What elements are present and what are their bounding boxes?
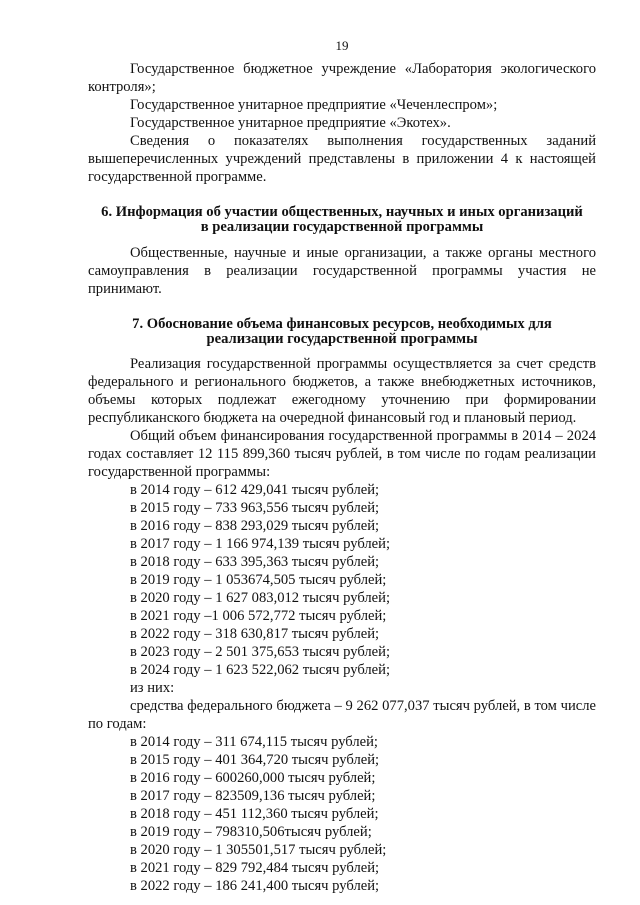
section-7-paragraph-2: Общий объем финансирования государственной программы в 2014 – 2024 годах составляет 12 115 899,360 тысяч рублей, в том числе по годам реализации государственной программы: xyxy=(88,428,596,480)
intro-paragraph-3: Государственное унитарное предприятие «Экотех». xyxy=(130,115,451,131)
list-item: в 2014 году – 612 429,041 тысяч рублей; xyxy=(130,482,380,498)
federal-by-year-list xyxy=(88,733,596,895)
list-item: в 2019 году – 798310,506тысяч рублей; xyxy=(130,824,372,840)
list-item: в 2020 году – 1 305501,517 тысяч рублей; xyxy=(130,842,387,858)
section-7-paragraph-1: Реализация государственной программы осуществляется за счет средств федерального и регионального бюджетов, а также внебюджетных источников, объемы которых подлежат ежегодному уточнению при формировании республиканского бюджета на очередной финансовый год и плановый период. xyxy=(88,356,596,426)
section-6-heading xyxy=(88,205,596,235)
list-item: в 2019 году – 1 053674,505 тысяч рублей; xyxy=(130,572,387,588)
list-item: в 2017 году – 823509,136 тысяч рублей; xyxy=(130,788,376,804)
list-item: в 2014 году – 311 674,115 тысяч рублей; xyxy=(130,734,378,750)
intro-paragraph-1: Государственное бюджетное учреждение «Лаборатория экологического контроля»; xyxy=(88,61,596,95)
list-item: в 2020 году – 1 627 083,012 тысяч рублей; xyxy=(130,590,391,606)
list-item: в 2015 году – 401 364,720 тысяч рублей; xyxy=(130,752,380,768)
list-item: в 2015 году – 733 963,556 тысяч рублей; xyxy=(130,500,380,516)
list-item: в 2018 году – 633 395,363 тысяч рублей; xyxy=(130,554,380,570)
of-which-label: из них: xyxy=(130,680,175,696)
list-item: в 2016 году – 838 293,029 тысяч рублей; xyxy=(130,518,380,534)
list-item: в 2016 году – 600260,000 тысяч рублей; xyxy=(130,770,376,786)
list-item: в 2021 году – 829 792,484 тысяч рублей; xyxy=(130,860,380,876)
page-number: 19 xyxy=(335,38,349,53)
section-7-heading xyxy=(88,317,596,347)
list-item: в 2022 году – 318 630,817 тысяч рублей; xyxy=(130,626,380,642)
section-6-body: Общественные, научные и иные организации, а также органы местного самоуправления в реализации государственной программы участия не принимают. xyxy=(88,245,596,297)
list-item: в 2021 году –1 006 572,772 тысяч рублей; xyxy=(130,608,387,624)
section-6-heading-line-1: 6. Информация об участии общественных, научных и иных организаций xyxy=(101,204,583,220)
section-7-heading-line-1: 7. Обоснование объема финансовых ресурсов, необходимых для xyxy=(132,316,552,332)
list-item: в 2018 году – 451 112,360 тысяч рублей; xyxy=(130,806,379,822)
list-item: в 2022 году – 186 241,400 тысяч рублей; xyxy=(130,878,380,894)
total-by-year-list xyxy=(88,481,596,679)
section-7-heading-line-2: реализации государственной программы xyxy=(206,331,478,347)
list-item: в 2023 году – 2 501 375,653 тысяч рублей; xyxy=(130,644,391,660)
intro-paragraph-2: Государственное унитарное предприятие «Чеченлеспром»; xyxy=(130,97,498,113)
list-item: в 2017 году – 1 166 974,139 тысяч рублей; xyxy=(130,536,391,552)
section-6-heading-line-2: в реализации государственной программы xyxy=(200,219,484,235)
intro-paragraph-4: Сведения о показателях выполнения государственных заданий вышеперечисленных учреждений представлены в приложении 4 к настоящей государственной программе. xyxy=(88,133,596,185)
federal-budget-intro: средства федерального бюджета – 9 262 077,037 тысяч рублей, в том числе по годам: xyxy=(88,698,596,732)
list-item: в 2024 году – 1 623 522,062 тысяч рублей; xyxy=(130,662,391,678)
